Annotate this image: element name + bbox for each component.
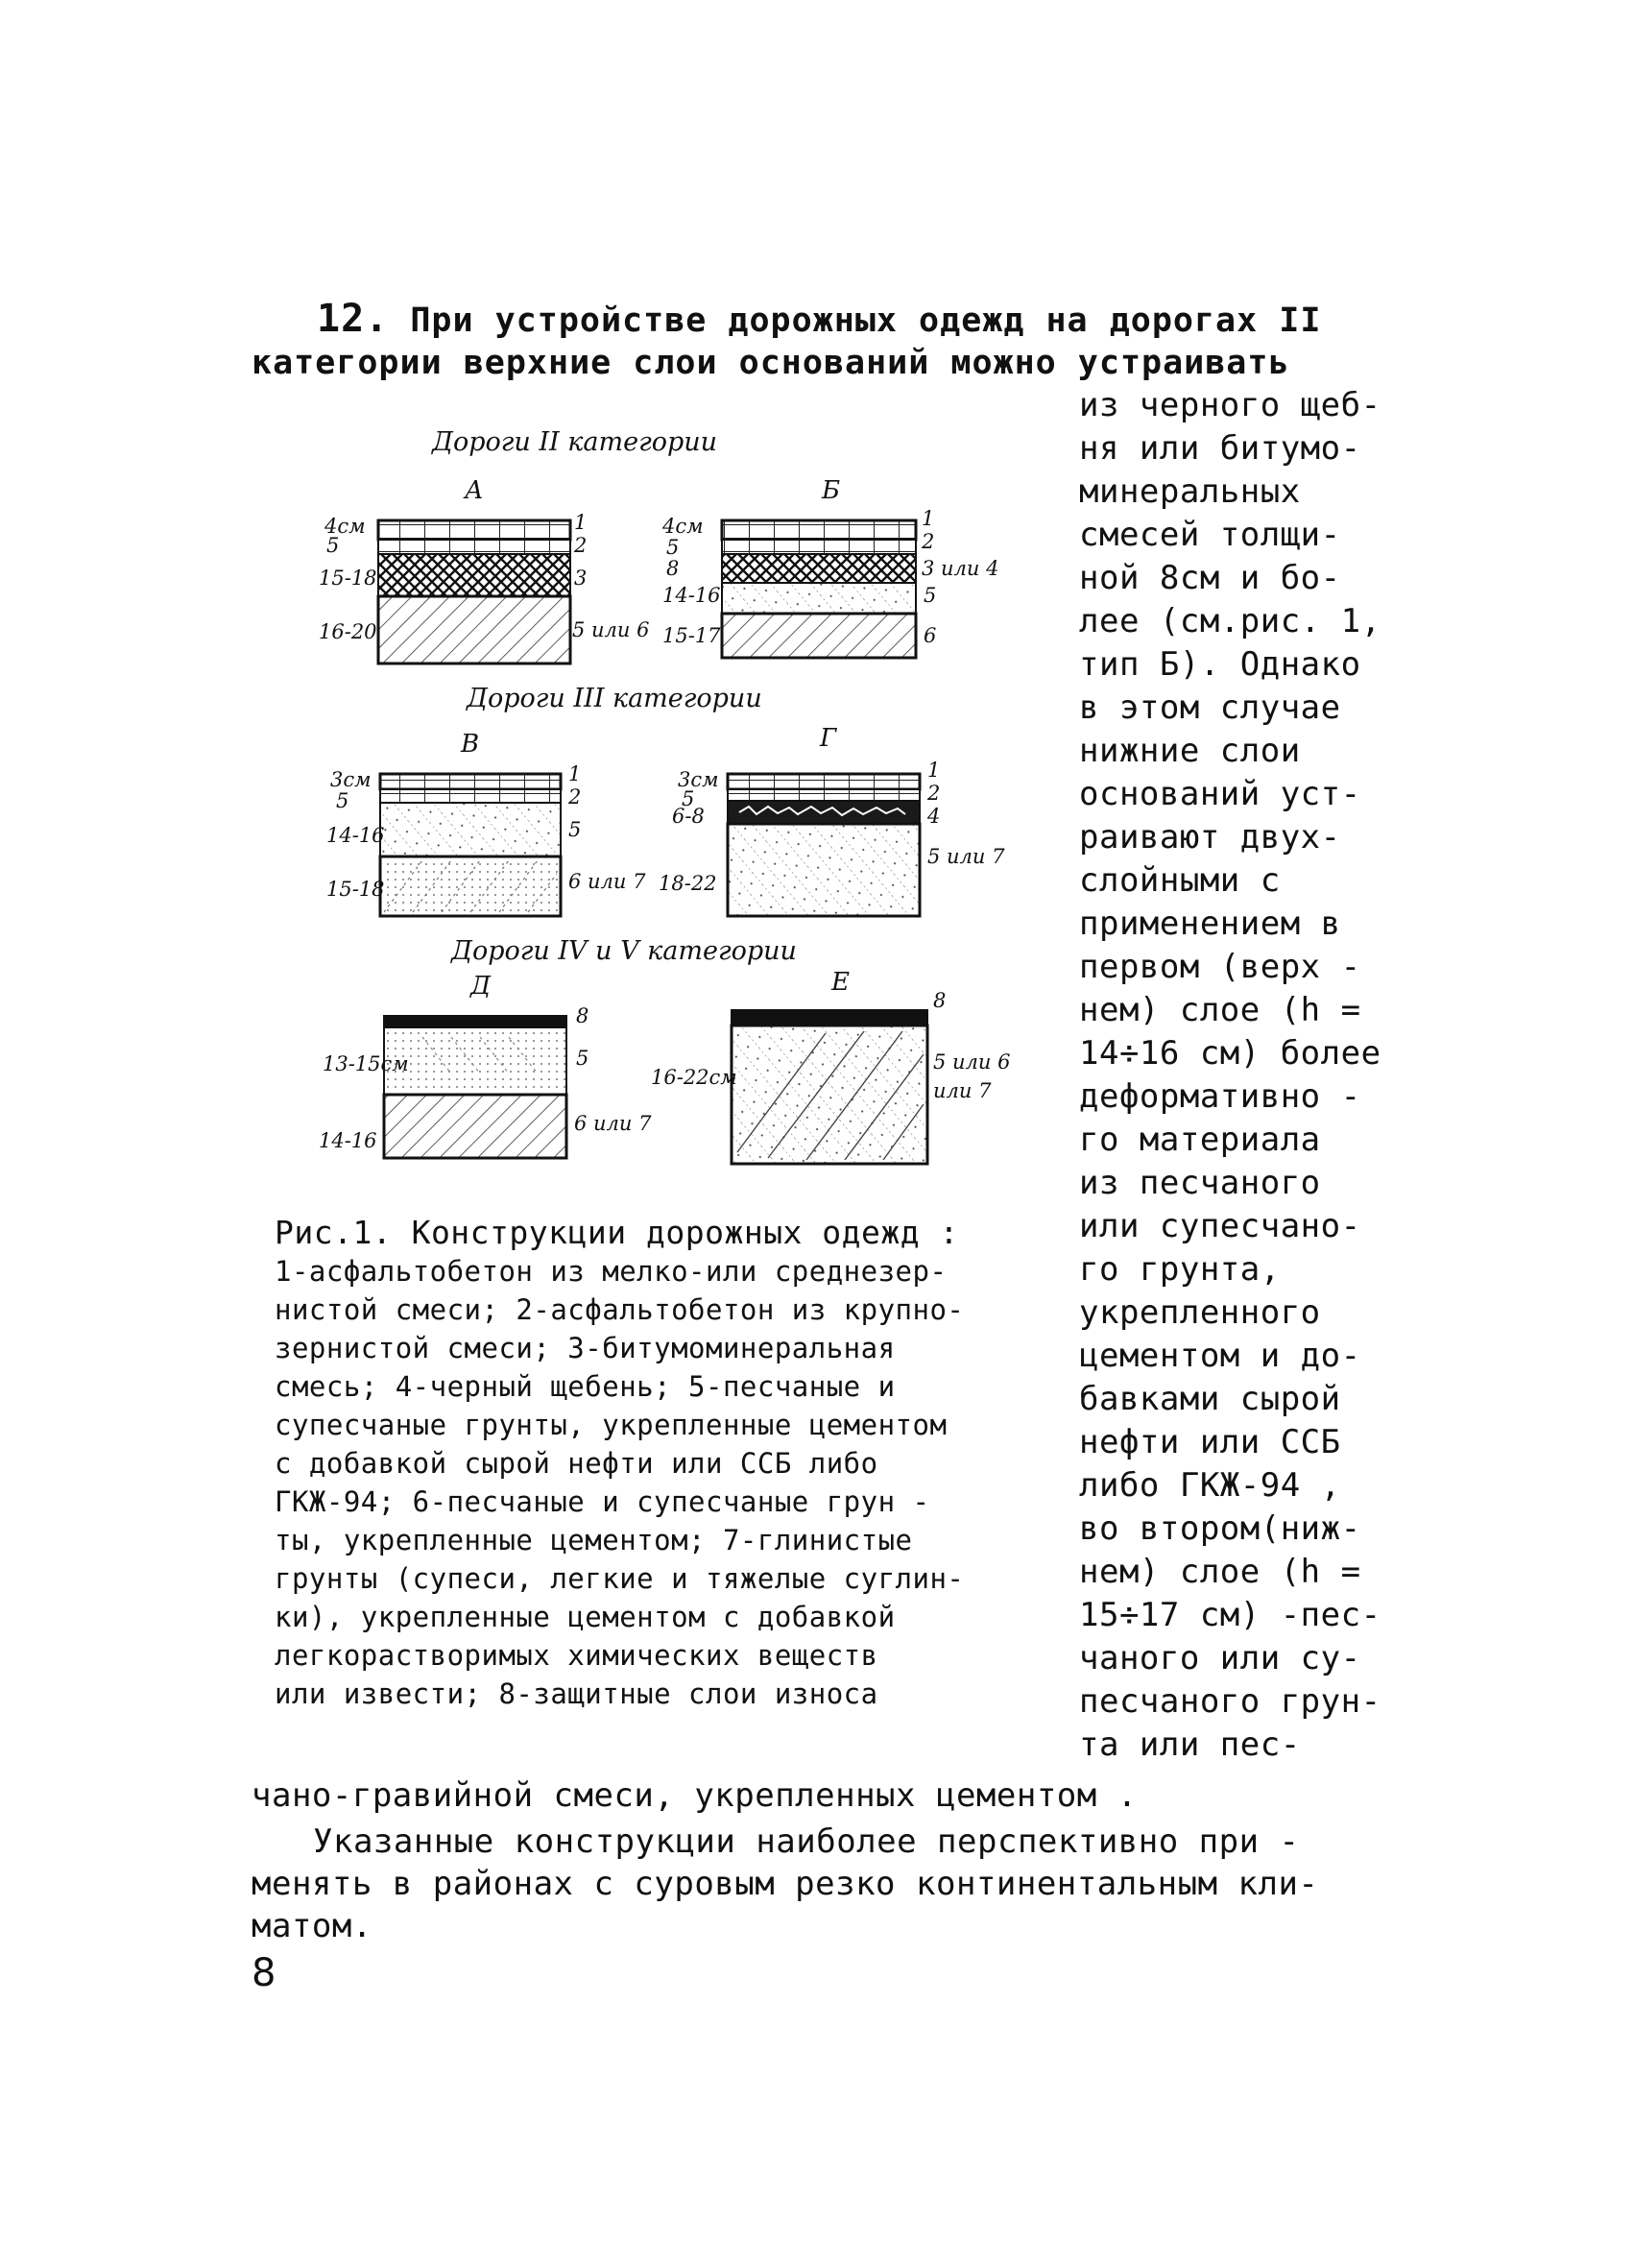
- layer-2: [380, 789, 561, 803]
- column-line: из песчаного: [1079, 1164, 1321, 1202]
- layer-number-label: 2: [922, 530, 935, 553]
- layer-number-label: 5 или 7: [927, 845, 1005, 868]
- layer-5: [380, 803, 561, 857]
- thickness-label: 15-18: [326, 878, 385, 901]
- layer-number-label: 3 или 4: [922, 557, 999, 580]
- structure-letter-A: А: [465, 476, 484, 505]
- caption-line: с добавкой сырой нефти или ССБ либо: [275, 1447, 878, 1480]
- layer-2: [722, 540, 916, 554]
- caption-line: нистой смеси; 2-асфальтобетон из крупно-: [275, 1293, 965, 1326]
- column-line: нем) слое (h =: [1079, 991, 1361, 1029]
- thickness-label: 14-16: [319, 1129, 377, 1152]
- layer-5-or-6: [378, 596, 570, 664]
- column-line: минеральных: [1079, 472, 1301, 511]
- thickness-label: 5: [666, 536, 680, 559]
- layer-number-label: 5: [576, 1047, 589, 1070]
- layer-number-label: 2: [927, 782, 941, 805]
- thickness-label: 5: [682, 787, 695, 810]
- paragraph-12-second-line: категории верхние слои оснований можно устраивать: [252, 344, 1290, 382]
- column-line: деформативно -: [1079, 1077, 1361, 1116]
- layer-1: [380, 774, 561, 789]
- thickness-label: 15-17: [662, 624, 721, 647]
- thickness-label: 5: [326, 534, 340, 557]
- column-line: ня или битумо-: [1079, 429, 1361, 468]
- figure-group-title-4-5: Дороги IV и V категории: [451, 936, 797, 966]
- layer-number-label: 1: [568, 762, 582, 785]
- structure-letter-G: Г: [820, 724, 837, 753]
- structure-D: [384, 1016, 566, 1158]
- layer-2: [378, 540, 570, 554]
- layer-6-or-7: [380, 857, 561, 916]
- layer-number-label: 5 или 6: [933, 1050, 1011, 1074]
- column-line: чаного или су-: [1079, 1639, 1361, 1677]
- column-line: во втором(ниж-: [1079, 1509, 1361, 1548]
- column-line: тип Б). Однако: [1079, 645, 1361, 684]
- layer-3: [378, 554, 570, 596]
- caption-line: ты, укрепленные цементом; 7-глинистые: [275, 1524, 913, 1556]
- column-line: го материала: [1079, 1121, 1321, 1159]
- thickness-label: 16-20: [319, 620, 377, 643]
- column-line: 14÷16 см) более: [1079, 1034, 1381, 1073]
- closing-line: матом.: [252, 1907, 372, 1945]
- layer-number-label: 5: [568, 818, 582, 841]
- layer-number-label: 8: [933, 989, 947, 1012]
- paragraph-first-line-text: При устройстве дорожных одежд на дорогах II: [410, 302, 1322, 340]
- caption-line: супесчаные грунты, укрепленные цементом: [275, 1409, 948, 1441]
- caption-line: легкорастворимых химических веществ: [275, 1639, 878, 1672]
- column-line: го грунта,: [1079, 1250, 1281, 1289]
- column-line: раивают двух-: [1079, 818, 1341, 857]
- layer-1: [378, 520, 570, 540]
- column-line: слойными с: [1079, 861, 1281, 900]
- layer-5: [722, 583, 916, 614]
- layer-number-label: 3: [574, 567, 588, 590]
- structure-E: [732, 1010, 927, 1164]
- column-line: лее (см.рис. 1,: [1079, 602, 1381, 640]
- layer-number-label: 1: [574, 511, 588, 534]
- layer-number-label: или 7: [933, 1079, 992, 1102]
- closing-line: менять в районах с суровым резко континентальным кли-: [252, 1865, 1319, 1903]
- paragraph-continuation: чано-гравийной смеси, укрепленных цементом .: [252, 1776, 1138, 1815]
- thickness-label: 14-16: [662, 584, 721, 607]
- layer-8: [732, 1010, 927, 1025]
- structure-letter-V: В: [461, 730, 480, 759]
- column-line: укрепленного: [1079, 1293, 1321, 1332]
- thickness-label: 8: [666, 557, 680, 580]
- layer-3-or-4: [722, 554, 916, 583]
- figure-group-title-2: Дороги II категории: [432, 427, 718, 457]
- layer-number-label: 4: [927, 805, 941, 828]
- thickness-label: 15-18: [319, 567, 377, 590]
- thickness-label: 16-22см: [651, 1066, 737, 1089]
- structure-G: [728, 774, 920, 916]
- thickness-label: 4см: [662, 515, 704, 538]
- layer-number-label: 6 или 7: [568, 870, 646, 893]
- column-line: нем) слое (h =: [1079, 1553, 1361, 1591]
- column-line: песчаного грун-: [1079, 1682, 1381, 1721]
- layer-5-or-7: [728, 824, 920, 916]
- column-line: ной 8см и бо-: [1079, 559, 1341, 597]
- column-line: применением в: [1079, 905, 1341, 943]
- layer-number-label: 8: [576, 1004, 589, 1027]
- layer-8: [384, 1016, 566, 1027]
- column-line: либо ГКЖ-94 ,: [1079, 1466, 1341, 1505]
- structure-letter-D: Д: [470, 972, 492, 1001]
- layer-1: [722, 520, 916, 540]
- column-line: бавками сырой: [1079, 1380, 1341, 1418]
- column-line: та или пес-: [1079, 1725, 1301, 1764]
- column-line: смесей толщи-: [1079, 516, 1341, 554]
- thickness-label: 5: [336, 789, 349, 812]
- column-line: в этом случае: [1079, 688, 1341, 727]
- layer-number-label: 2: [568, 785, 582, 808]
- layer-number-label: 1: [922, 507, 935, 530]
- structure-letter-B: Б: [822, 476, 841, 505]
- layer-number-label: 2: [574, 534, 588, 557]
- layer-number-label: 6: [924, 624, 937, 647]
- layer-1: [728, 774, 920, 789]
- layer-6-or-7: [384, 1095, 566, 1158]
- column-line: из черного щеб-: [1079, 386, 1381, 424]
- structure-A: [378, 520, 570, 664]
- caption-line: ки), укрепленные цементом с добавкой: [275, 1601, 896, 1633]
- caption-line: 1-асфальтобетон из мелко-или среднезер-: [275, 1255, 948, 1288]
- layer-number-label: 1: [927, 759, 941, 782]
- caption-line: смесь; 4-черный щебень; 5-песчаные и: [275, 1370, 896, 1403]
- thickness-label: 3см: [678, 768, 719, 791]
- caption-line: грунты (супеси, легкие и тяжелые суглин-: [275, 1562, 965, 1595]
- layer-number-label: 5 или 6: [572, 618, 650, 641]
- thickness-label: 14-16: [326, 824, 385, 847]
- figure-group-title-3: Дороги III категории: [467, 684, 762, 713]
- layer-2: [728, 789, 920, 801]
- column-line: или супесчано-: [1079, 1207, 1361, 1245]
- page-number: 8: [252, 1951, 276, 1995]
- layer-5: [384, 1027, 566, 1095]
- caption-line: зернистой смеси; 3-битумоминеральная: [275, 1332, 896, 1364]
- structure-letter-E: Е: [831, 968, 850, 997]
- thickness-label: 4см: [324, 515, 366, 538]
- column-line: оснований уст-: [1079, 775, 1361, 813]
- thickness-label: 6-8: [672, 805, 705, 828]
- caption-line: ГКЖ-94; 6-песчаные и супесчаные грун -: [275, 1485, 930, 1518]
- structure-B: [722, 520, 916, 658]
- caption-title: Рис.1. Конструкции дорожных одежд :: [275, 1214, 959, 1251]
- layer-number-label: 5: [924, 584, 937, 607]
- column-line: первом (верх -: [1079, 948, 1361, 986]
- layer-number-label: 6 или 7: [574, 1112, 652, 1135]
- layer-6: [722, 614, 916, 658]
- thickness-label: 18-22: [659, 872, 717, 895]
- column-line: 15÷17 см) -пес-: [1079, 1596, 1381, 1634]
- caption-line: или извести; 8-защитные слои износа: [275, 1677, 878, 1710]
- column-line: нижние слои: [1079, 732, 1301, 770]
- paragraph-number: 12.: [317, 297, 390, 341]
- structure-V: [380, 774, 561, 916]
- thickness-label: 3см: [330, 768, 372, 791]
- thickness-label: 13-15см: [323, 1052, 409, 1075]
- column-line: цементом и до-: [1079, 1337, 1361, 1375]
- column-line: нефти или ССБ: [1079, 1423, 1341, 1461]
- layer-5-or-6-or-7: [732, 1025, 927, 1164]
- closing-line: Указанные конструкции наиболее перспективно при -: [313, 1822, 1300, 1861]
